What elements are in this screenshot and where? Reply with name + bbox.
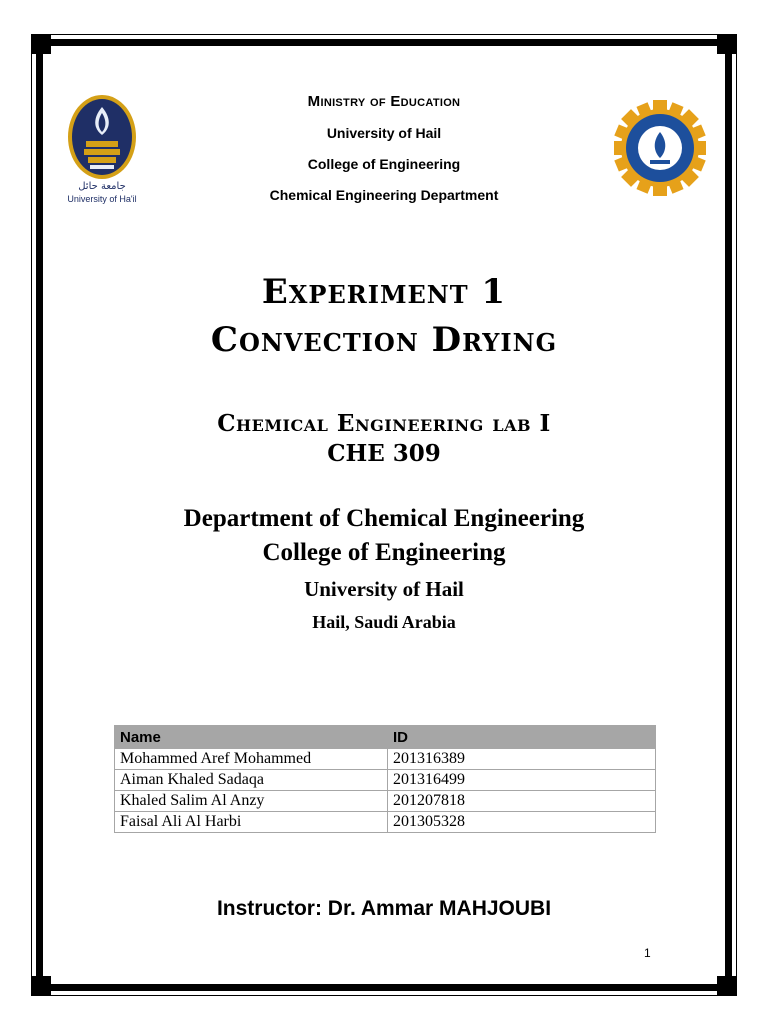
table-row: [115, 770, 656, 791]
frame-corner: [31, 976, 51, 996]
frame-corner: [717, 34, 737, 54]
institution-department: Department of Chemical Engineering: [183, 505, 585, 532]
column-header-id: ID: [388, 726, 656, 749]
experiment-number: Experiment 1: [261, 272, 507, 312]
member-name: Khaled Salim Al Anzy: [115, 791, 388, 812]
instructor-name: Instructor: Dr. Ammar MAHJOUBI: [216, 897, 552, 920]
frame-corner: [717, 976, 737, 996]
member-name: Aiman Khaled Sadaqa: [115, 770, 388, 791]
university-logo-arabic: جامعة حائل: [78, 181, 126, 192]
university-logo-english: University of Ha'il: [67, 194, 137, 204]
table-row: [115, 791, 656, 812]
column-header-name: Name: [115, 726, 388, 749]
member-name: Mohammed Aref Mohammed: [115, 749, 388, 770]
member-id: 201207818: [388, 791, 656, 812]
header-department: Chemical Engineering Department: [269, 187, 499, 203]
table-row: [115, 812, 656, 833]
experiment-title: Convection Drying: [210, 320, 558, 360]
frame-corner: [31, 34, 51, 54]
header-college: College of Engineering: [307, 156, 461, 172]
institution-location: Hail, Saudi Arabia: [312, 612, 456, 632]
header-university: University of Hail: [326, 125, 442, 141]
table-row: [115, 749, 656, 770]
members-table: [114, 725, 656, 833]
course-code: CHE 309: [327, 440, 441, 467]
member-name: Faisal Ali Al Harbi: [115, 812, 388, 833]
institution-college: College of Engineering: [262, 539, 506, 566]
course-name: Chemical Engineering lab I: [217, 410, 551, 437]
ministry-name: Ministry of Education: [307, 93, 461, 110]
institution-university: University of Hail: [304, 577, 464, 601]
member-id: 201305328: [388, 812, 656, 833]
header: [0, 90, 768, 214]
member-id: 201316499: [388, 770, 656, 791]
page-number: 1: [644, 946, 651, 960]
table-header-row: [115, 726, 656, 749]
member-id: 201316389: [388, 749, 656, 770]
